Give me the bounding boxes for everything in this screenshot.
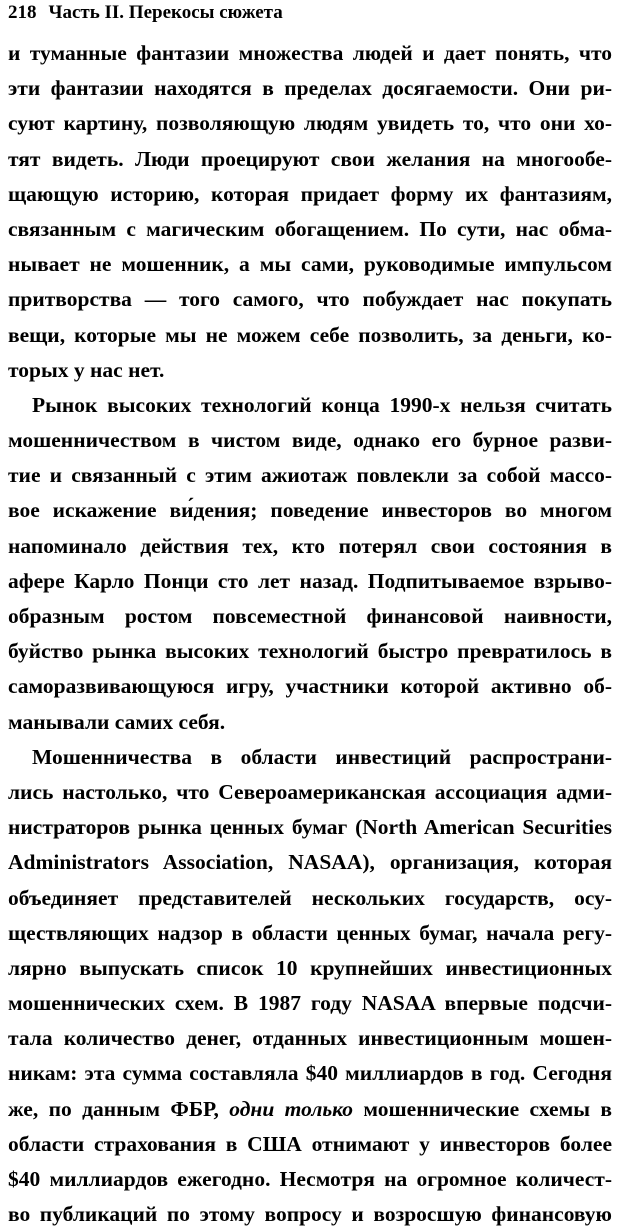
text-line: области страхования в США отнимают у инвесторов более (8, 1131, 612, 1156)
text-line: образным ростом повсеместной финансовой наивности, (8, 604, 612, 628)
text-line: $40 миллиардов ежегодно. Несмотря на огромное количест- (8, 1167, 612, 1191)
text-line: никам: эта сумма составляла $40 миллиардов в год. Сегодня (8, 1061, 612, 1086)
text-line: мошеннических схем. В 1987 году NASAA впервые подсчи- (8, 991, 612, 1016)
text-line: притворства — того самого, что побуждает нас покупать (8, 287, 612, 312)
text-line: щающую историю, которая придает форму их фантазиям, (8, 181, 612, 206)
text-line: и туманные фантазии множества людей и дает понять, что (8, 41, 612, 65)
text-line: афере Карло Понци сто лет назад. Подпитываемое взрыво- (8, 568, 612, 593)
text-line: Рынок высоких технологий конца 1990-х нельзя считать (32, 392, 612, 417)
running-title: Часть II. Перекосы сюжета (48, 2, 283, 23)
text-line: манывали самих себя. (8, 709, 226, 734)
text-segment: же, по данным ФБР, (8, 1096, 230, 1121)
text-line: напоминало действия тех, кто потерял свои состояния в (8, 533, 612, 558)
text-line: ществляющих надзор в области ценных бумаг, начала регу- (8, 920, 612, 945)
text-line: тие и связанный с этим ажиотаж повлекли за собой массо- (8, 463, 612, 488)
text-line-with-italic (8, 1092, 612, 1127)
text-line: вещи, которые мы не можем себе позволить, за деньги, ко- (8, 322, 612, 347)
text-line: лись настолько, что Североамериканская ассоциация адми- (8, 779, 612, 804)
text-line: объединяет представителей нескольких государств, осу- (8, 885, 612, 910)
text-line: торых у нас нет. (8, 357, 165, 382)
text-line: суют картину, позволяющую людям увидеть то, что они хо- (8, 111, 612, 136)
text-line: тала количество денег, отданных инвестиционным мошен- (8, 1026, 612, 1051)
text-line: вое искажение ви́дения; поведение инвесторов во многом (8, 498, 612, 523)
italic-emphasis: одни только (229, 1096, 354, 1121)
text-line: Мошенничества в области инвестиций распространи- (32, 744, 612, 769)
text-line: во публикаций по этому вопросу и возросшую финансовую (8, 1202, 612, 1227)
text-line: связанным с магическим обогащением. По сути, нас обма- (8, 216, 612, 241)
text-line: эти фантазии находятся в пределах досягаемости. Они ри- (8, 76, 612, 101)
paragraph-3 (8, 740, 612, 1232)
text-line: Administrators Association, NASAA), организация, которая (8, 850, 612, 875)
page-number: 218 (8, 2, 37, 23)
running-header (8, 0, 612, 36)
text-line: нистраторов рынка ценных бумаг (North American Securities (8, 815, 612, 840)
paragraph-1 (8, 36, 612, 388)
paragraph-2 (8, 388, 612, 740)
text-line: саморазвивающуюся игру, участники которой активно об- (8, 674, 612, 699)
text-line: мошенничеством в чистом виде, однако его бурное разви- (8, 428, 612, 453)
text-line: лярно выпускать список 10 крупнейших инвестиционных (8, 955, 612, 980)
text-line: буйство рынка высоких технологий быстро превратилось в (8, 639, 612, 664)
text-line: тят видеть. Люди проецируют свои желания на многообе- (8, 146, 612, 171)
text-line: нывает не мошенник, а мы сами, руководимые импульсом (8, 252, 612, 277)
text-segment: мошеннические схемы в (353, 1096, 612, 1121)
